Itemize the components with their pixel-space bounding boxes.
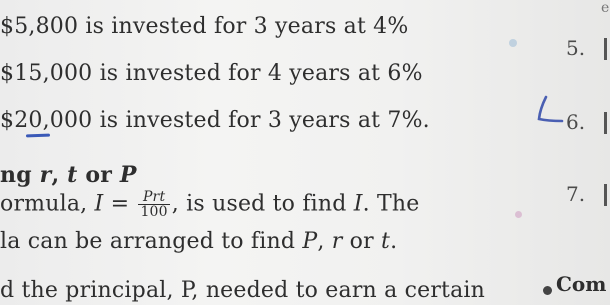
ink-smudge-pink xyxy=(515,211,522,218)
exercise-line-3: $20,000 is invested for 3 years at 7%. xyxy=(0,108,430,133)
principal-line: d the principal, P, needed to earn a certain xyxy=(0,278,486,303)
heading-var-r: r xyxy=(39,162,52,188)
question-number-6: 6. xyxy=(566,110,586,134)
text-fragment-7 xyxy=(604,184,607,206)
bullet-dot-icon xyxy=(543,286,552,295)
formula-suffix: , is used to find xyxy=(171,191,354,217)
heading-var-p: P xyxy=(119,162,137,188)
exercise-line-1: $5,800 is invested for 3 years at 4% xyxy=(0,14,409,39)
rearrange-prefix: la can be arranged to find xyxy=(0,229,303,254)
rearrange-var-p: P xyxy=(302,229,318,254)
formula-prefix: ormula, xyxy=(0,191,95,217)
pen-check-mark-icon xyxy=(536,95,564,125)
rearrange-end: . xyxy=(390,229,398,254)
column-fragment: e xyxy=(601,0,610,16)
rearrange-sep1: , xyxy=(317,229,332,254)
section-heading xyxy=(0,162,137,188)
exercise-line-2: $15,000 is invested for 4 years at 6% xyxy=(0,61,423,86)
heading-or: or xyxy=(77,162,120,188)
ink-smudge-blue xyxy=(509,39,517,47)
formula-end: . The xyxy=(362,191,420,217)
heading-prefix: ng xyxy=(0,162,40,188)
rearrange-line xyxy=(0,229,397,254)
fraction-numerator: Prt xyxy=(138,190,169,205)
heading-var-t: t xyxy=(67,162,78,188)
text-fragment-6 xyxy=(604,112,607,134)
formula-var-i2: I xyxy=(353,191,363,217)
formula-line xyxy=(0,190,420,219)
heading-comma: , xyxy=(51,162,68,188)
rearrange-var-r: r xyxy=(331,229,343,254)
question-number-7: 7. xyxy=(566,182,586,206)
text-fragment-5 xyxy=(604,38,607,60)
formula-fraction xyxy=(138,190,169,219)
section-heading-fragment: Com xyxy=(556,272,607,296)
rearrange-or: or xyxy=(342,229,382,254)
pen-underline xyxy=(26,134,50,138)
rearrange-var-t: t xyxy=(381,229,391,254)
formula-equals: = xyxy=(103,191,137,217)
fraction-denominator: 100 xyxy=(140,204,168,220)
formula-var-i: I xyxy=(94,191,104,217)
question-number-5: 5. xyxy=(566,36,586,60)
